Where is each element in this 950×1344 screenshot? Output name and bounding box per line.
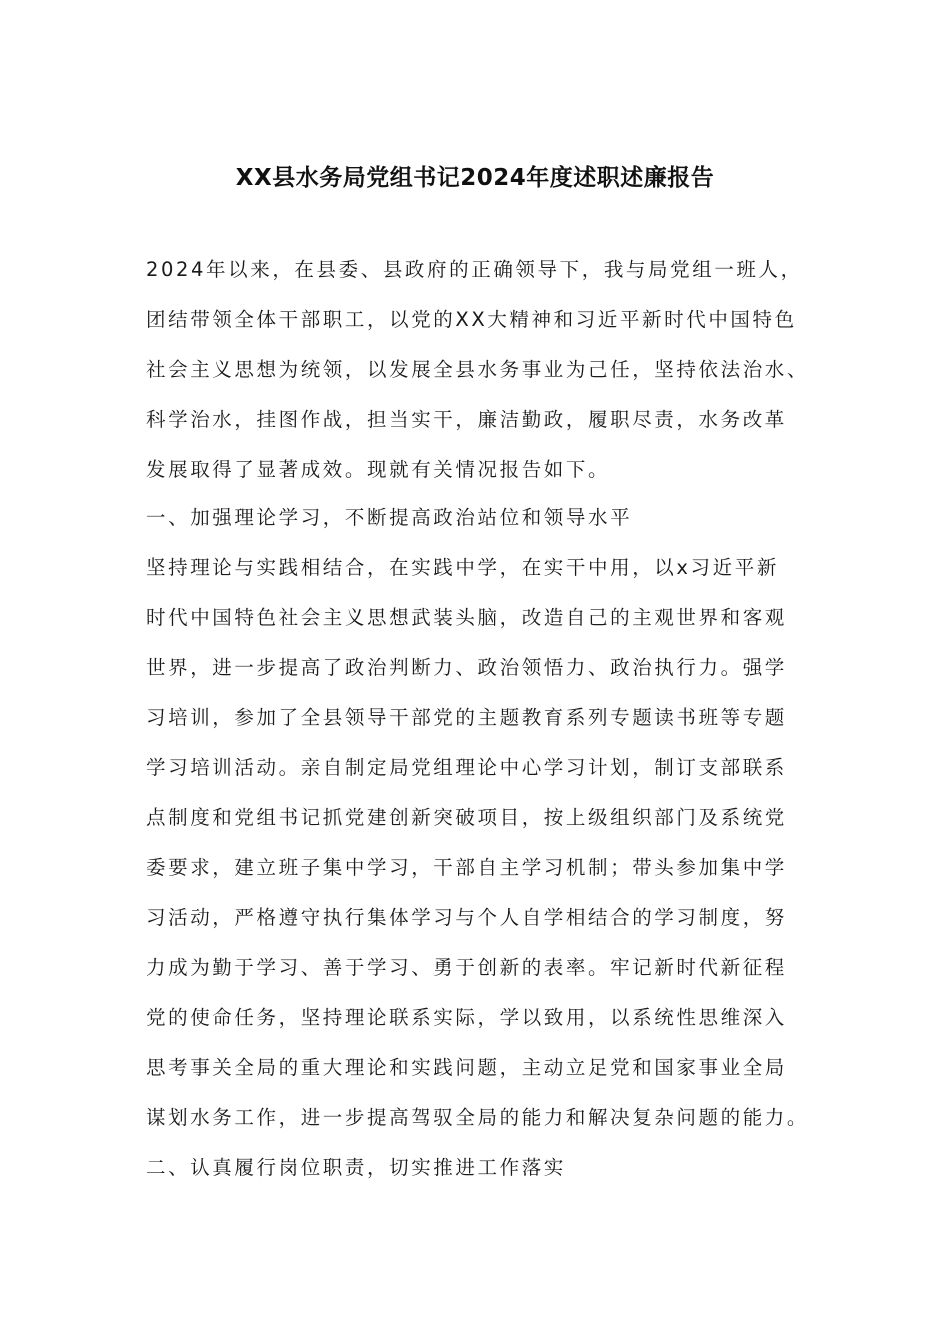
paragraph-line: 社会主义思想为统领，以发展全县水务事业为己任，坚持依法治水、	[146, 358, 810, 381]
document-title: XX县水务局党组书记2024年度述职述廉报告	[235, 165, 715, 191]
paragraph-line: 世界，进一步提高了政治判断力、政治领悟力、政治执行力。强学	[146, 656, 787, 679]
section-heading: 一、加强理论学习，不断提高政治站位和领导水平	[146, 506, 633, 529]
paragraph-line: 谋划水务工作，进一步提高驾驭全局的能力和解决复杂问题的能力。	[146, 1106, 810, 1129]
paragraph-line: 党的使命任务，坚持理论联系实际，学以致用，以系统性思维深入	[146, 1006, 787, 1029]
paragraph-line: 习活动，严格遵守执行集体学习与个人自学相结合的学习制度，努	[146, 906, 787, 929]
paragraph-line: 科学治水，挂图作战，担当实干，廉洁勤政，履职尽责，水务改革	[146, 408, 787, 431]
paragraph-line: 点制度和党组书记抓党建创新突破项目，按上级组织部门及系统党	[146, 806, 787, 829]
paragraph-line: 委要求，建立班子集中学习，干部自主学习机制；带头参加集中学	[146, 856, 787, 879]
section-heading: 二、认真履行岗位职责，切实推进工作落实	[146, 1156, 566, 1179]
paragraph-line: 习培训，参加了全县领导干部党的主题教育系列专题读书班等专题	[146, 706, 787, 729]
paragraph-line: 时代中国特色社会主义思想武装头脑，改造自己的主观世界和客观	[146, 606, 787, 629]
paragraph-line: 发展取得了显著成效。现就有关情况报告如下。	[146, 458, 611, 481]
paragraph-line: 坚持理论与实践相结合，在实践中学，在实干中用，以x习近平新	[146, 556, 779, 579]
paragraph-line: 学习培训活动。亲自制定局党组理论中心学习计划，制订支部联系	[146, 756, 787, 779]
paragraph-line: 团结带领全体干部职工，以党的XX大精神和习近平新时代中国特色	[146, 308, 797, 331]
paragraph-line: 思考事关全局的重大理论和实践问题，主动立足党和国家事业全局	[146, 1056, 787, 1079]
paragraph-line: 力成为勤于学习、善于学习、勇于创新的表率。牢记新时代新征程	[146, 956, 787, 979]
paragraph-line: 2024年以来，在县委、县政府的正确领导下，我与局党组一班人，	[146, 258, 803, 281]
